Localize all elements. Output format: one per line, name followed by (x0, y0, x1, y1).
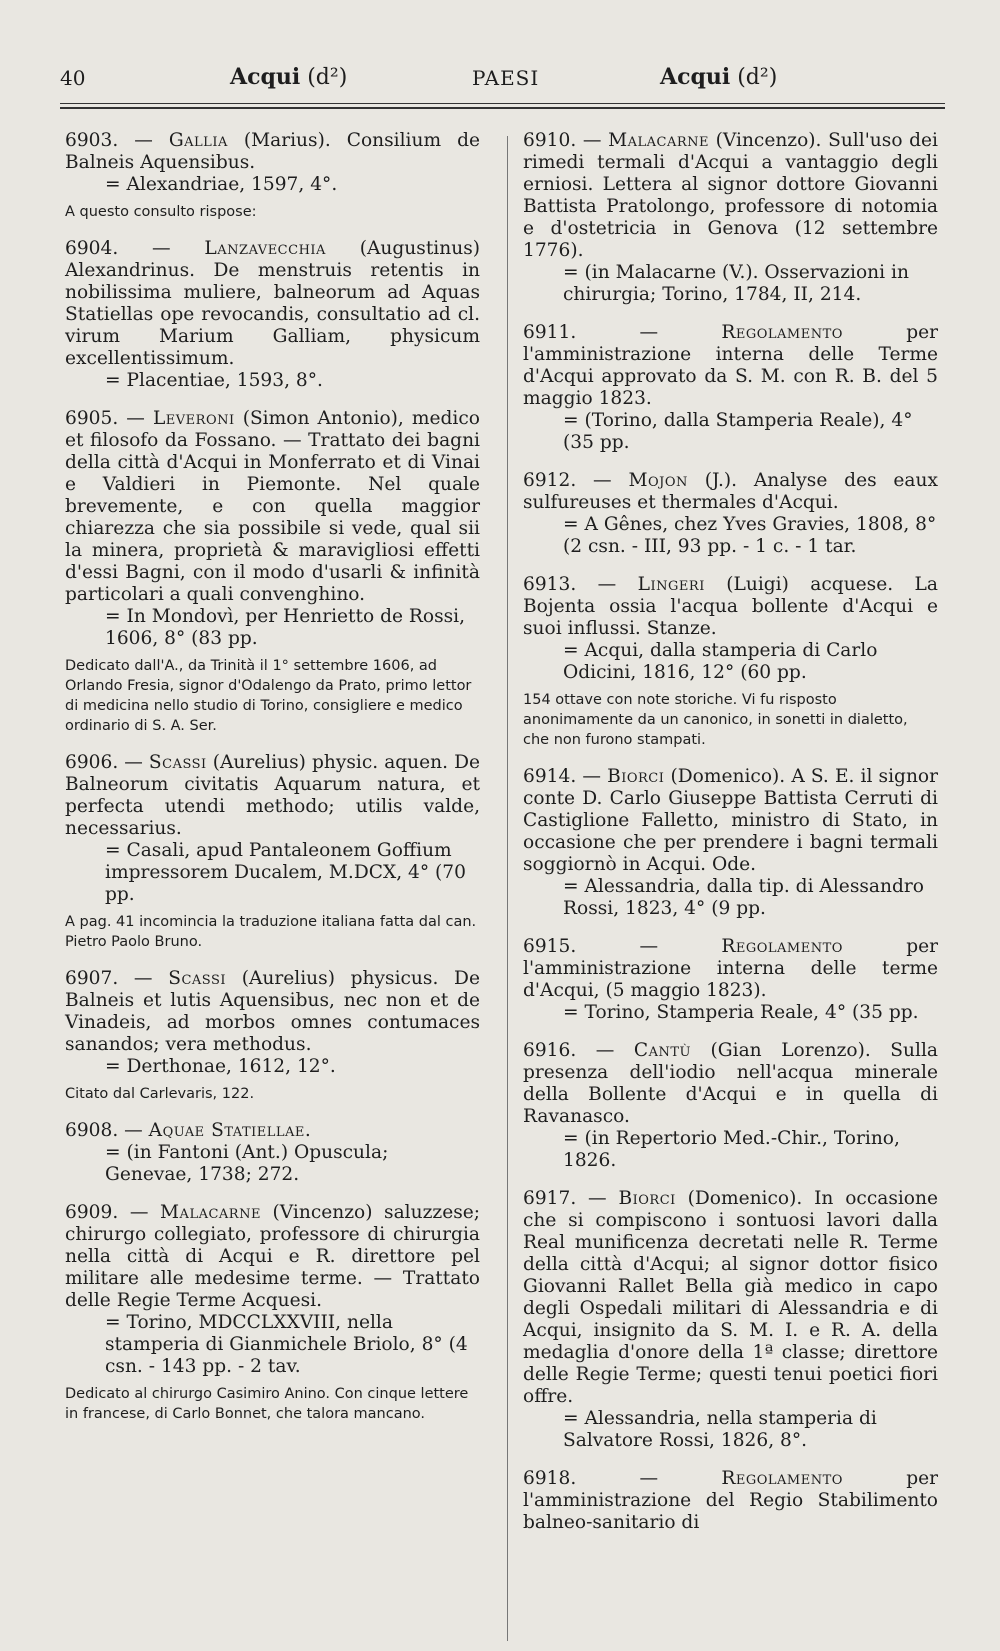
entry-imprint: = Torino, Stamperia Reale, 4° (35 pp. (563, 1002, 919, 1023)
entry-number: 6904. — (65, 238, 171, 259)
bibliography-entry (65, 130, 480, 222)
entry-number: 6909. — (65, 1202, 149, 1223)
entry-number: 6917. — (523, 1188, 607, 1209)
bibliography-entry (523, 470, 938, 558)
header-rule-thick (60, 107, 945, 109)
entry-number: 6914. — (523, 766, 601, 787)
entry-body (65, 968, 480, 1056)
bibliography-entry (65, 1202, 480, 1424)
entry-title: (Domenico). In occasione che si compiscono i sontuosi lavori dalla Real munificenza decretati nelle R. Terme della città d'Acqui; al signor dottor fisico Giovanni Rallet Bella già medico in capo degli Ospedali militari di Alessandria e di Acqui, insignito da S. M. I. e R. A. della medaglia d'onore della 1ª classe; direttore delle Regie Terme; questi tenui poetici fiori offre. (523, 1188, 938, 1407)
entry-author: Regolamento (721, 936, 843, 957)
entry-imprint: = Alessandria, dalla tip. di Alessandro Rossi, 1823, 4° (9 pp. (563, 876, 924, 919)
entry-body (523, 130, 938, 262)
entry-body (65, 408, 480, 606)
entry-author: Leveroni (152, 408, 235, 429)
entry-body (523, 1188, 938, 1408)
entry-number: 6918. — (523, 1468, 659, 1489)
entry-imprint: = A Gênes, chez Yves Gravies, 1808, 8° (2 csn. - III, 93 pp. - 1 c. - 1 tar. (563, 514, 937, 557)
running-title-center: PAESI (472, 66, 540, 90)
bibliography-entry (65, 968, 480, 1104)
entry-title: per l'amministrazione del Regio Stabilimento balneo-sanitario di (523, 1468, 938, 1533)
entry-number: 6911. — (523, 322, 659, 343)
bibliography-entry (65, 238, 480, 392)
entry-imprint: = Derthonae, 1612, 12°. (105, 1056, 336, 1077)
entry-note: Citato dal Carlevaris, 122. (65, 1086, 255, 1102)
entry-imprint: = (in Repertorio Med.-Chir., Torino, 1826. (563, 1128, 900, 1171)
entry-body (523, 470, 938, 514)
entry-note: A pag. 41 incomincia la traduzione italiana fatta dal can. Pietro Paolo Bruno. (65, 914, 477, 950)
entry-number: 6906. — (65, 752, 143, 773)
entry-body (523, 936, 938, 1002)
entry-title: (Simon Antonio), medico et filosofo da Fossano. — Trattato dei bagni della città d'Acqui in Monferrato et di Vinai e Valdieri in Piemonte. Nel quale brevemente, e con quella maggior chiarezza che sia possibile si vede, qual sii la minera, proprietà & maravigliosi effetti d'essi Bagni, con il modo d'usarli & infinità particolari a quali convenghino. (65, 408, 480, 605)
running-header (60, 58, 940, 98)
entry-title: (Marius). Consilium de Balneis Aquensibus. (65, 130, 481, 173)
entry-title: (Domenico). A S. E. il signor conte D. Carlo Giuseppe Battista Cerruti di Castiglione Falletto, ministro di Stato, in occasione che per prendere i bagni termali soggiornò in Acqui. Ode. (523, 766, 938, 875)
bibliography-entry (523, 936, 938, 1024)
entry-number: 6908. — (65, 1120, 143, 1141)
entry-author: Mojon (628, 470, 688, 491)
entry-title: (Augustinus) Alexandrinus. De menstruis retentis in nobilissima muliere, balneorum ad Aquas Statiellas ope revocandis, consultatio ad cl. virum Marium Galliam, physicum excellentissimum. (65, 238, 480, 369)
entry-body (65, 752, 480, 840)
bibliography-entry (65, 1120, 480, 1186)
entry-title: (Vincenzo) saluzzese; chirurgo collegiato, professore di chirurgia nella città di Acqui e R. direttore pel militare alle medesime terme. — Trattato delle Regie Terme Acquesi. (65, 1202, 481, 1311)
entry-title: (Vincenzo). Sull'uso dei rimedi termali d'Acqui a vantaggio degli erniosi. Lettera al signor dottore Giovanni Battista Pratolongo, professore di notomia e d'ostetricia in Genova (12 settembre 1776). (523, 130, 938, 261)
entry-title: (Gian Lorenzo). Sulla presenza dell'iodio nell'acqua minerale della Bollente d'Acqui e in quella di Ravanasco. (523, 1040, 938, 1127)
entry-author: Lingeri (637, 574, 705, 595)
running-title-right: Acqui (d²) (660, 64, 778, 90)
entry-number: 6905. — (65, 408, 145, 429)
entry-body (65, 1202, 480, 1312)
entry-title: (Luigi) acquese. La Bojenta ossia l'acqua bollente d'Acqui e suoi influssi. Stanze. (523, 574, 938, 639)
entry-author: Malacarne (160, 1202, 261, 1223)
entry-author: Regolamento (721, 1468, 843, 1489)
bibliography-entry (65, 408, 480, 736)
entry-number: 6903. — (65, 130, 153, 151)
entry-author: Malacarne (608, 130, 710, 151)
entry-note: Dedicato dall'A., da Trinità il 1° settembre 1606, ad Orlando Fresia, signor d'Odalengo da Prato, primo lettor di medicina nello studio di Torino, consigliere e medico ordinario di S. A. Ser. (65, 658, 472, 734)
entry-title: per l'amministrazione interna delle terme d'Acqui, (5 maggio 1823). (523, 936, 938, 1001)
entry-author: Aquae Statiellae. (148, 1120, 312, 1141)
entry-author: Biorci (618, 1188, 676, 1209)
entry-body (523, 1468, 938, 1534)
bibliography-entry (523, 1040, 938, 1172)
bibliography-entry (523, 322, 938, 454)
entry-number: 6915. — (523, 936, 659, 957)
entry-body (65, 1120, 480, 1142)
entry-title: (J.). Analyse des eaux sulfureuses et thermales d'Acqui. (523, 470, 938, 513)
running-title-left: Acqui (d²) (230, 64, 348, 90)
bibliography-entry (523, 574, 938, 750)
entry-body (523, 574, 938, 640)
entry-imprint: = Alessandria, nella stamperia di Salvatore Rossi, 1826, 8°. (563, 1408, 877, 1451)
entry-title: (Aurelius) physicus. De Balneis et lutis Aquensibus, nec non et de Vinadeis, ad morbos omnes contumaces sanandos; vera methodus. (65, 968, 480, 1055)
entry-imprint: = Torino, MDCCLXXVIII, nella stamperia di Gianmichele Briolo, 8° (4 csn. - 143 pp. - 2 tav. (105, 1312, 468, 1377)
entry-body (523, 1040, 938, 1128)
entry-number: 6907. — (65, 968, 153, 989)
page-number: 40 (60, 66, 86, 90)
right-column (523, 130, 938, 1550)
entry-imprint: = Placentiae, 1593, 8°. (105, 370, 323, 391)
entry-imprint: = (in Fantoni (Ant.) Opuscula; Genevae, 1738; 272. (105, 1142, 389, 1185)
entry-number: 6913. — (523, 574, 617, 595)
entry-body (523, 322, 938, 410)
entry-body (523, 766, 938, 876)
entry-imprint: = Acqui, dalla stamperia di Carlo Odicini, 1816, 12° (60 pp. (563, 640, 878, 683)
entry-imprint: = In Mondovì, per Henrietto de Rossi, 1606, 8° (83 pp. (105, 606, 466, 649)
entry-note: A questo consulto rispose: (65, 204, 257, 220)
entry-author: Lanzavecchia (204, 238, 326, 259)
entry-title: (Aurelius) physic. aquen. De Balneorum civitatis Aquarum natura, et perfecta utendi methodo; utilis valde, necessarius. (65, 752, 480, 839)
entry-number: 6910. — (523, 130, 602, 151)
entry-author: Scassi (168, 968, 227, 989)
entry-imprint: = (Torino, dalla Stamperia Reale), 4° (35 pp. (563, 410, 913, 453)
entry-author: Scassi (148, 752, 207, 773)
entry-number: 6916. — (523, 1040, 615, 1061)
entry-body (65, 238, 480, 370)
bibliography-entry (523, 130, 938, 306)
entry-imprint: = Alexandriae, 1597, 4°. (105, 174, 338, 195)
entry-author: Cantù (633, 1040, 692, 1061)
entry-imprint: = (in Malacarne (V.). Osservazioni in chirurgia; Torino, 1784, II, 214. (563, 262, 909, 305)
entry-title: per l'amministrazione interna delle Terme d'Acqui approvato da S. M. con R. B. del 5 maggio 1823. (523, 322, 938, 409)
header-rule-thin (60, 103, 945, 104)
entry-number: 6912. — (523, 470, 612, 491)
bibliography-entry (523, 1188, 938, 1452)
bibliography-entry (523, 766, 938, 920)
column-divider (507, 136, 508, 1641)
entry-author: Biorci (607, 766, 665, 787)
entry-author: Regolamento (721, 322, 843, 343)
entry-imprint: = Casali, apud Pantaleonem Goffium impressorem Ducalem, M.DCX, 4° (70 pp. (105, 840, 466, 905)
entry-body (65, 130, 480, 174)
entry-note: Dedicato al chirurgo Casimiro Anino. Con cinque lettere in francese, di Carlo Bonnet, che talora mancano. (65, 1386, 469, 1422)
entry-note: 154 ottave con note storiche. Vi fu risposto anonimamente da un canonico, in sonetti in dialetto, che non furono stampati. (523, 692, 908, 748)
entry-author: Gallia (168, 130, 228, 151)
bibliography-entry (523, 1468, 938, 1534)
bibliography-entry (65, 752, 480, 952)
left-column (65, 130, 480, 1440)
